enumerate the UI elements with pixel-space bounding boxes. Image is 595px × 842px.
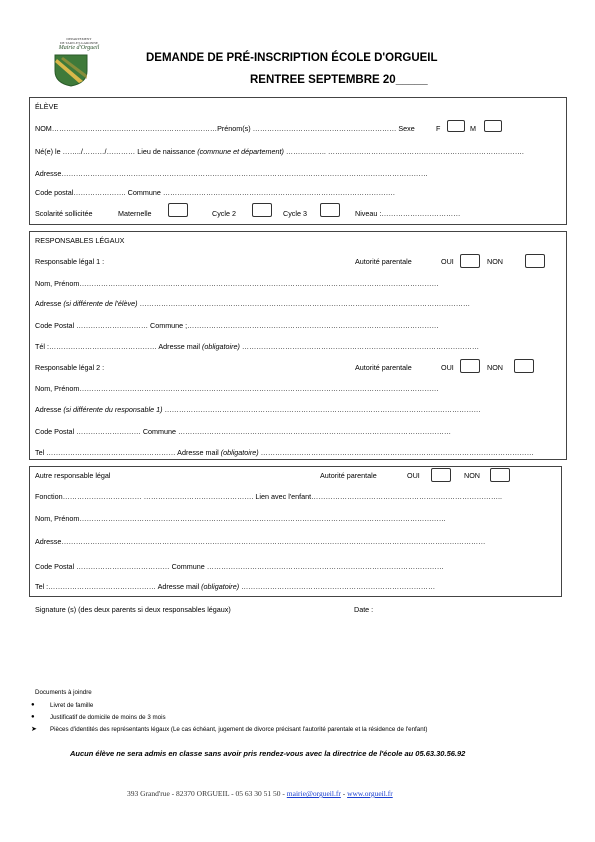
r1-autorite-label: Autorité parentale — [355, 257, 412, 266]
section-autre-responsable — [29, 466, 562, 597]
r1-adresse-note: (si différente de l'élève) — [63, 299, 138, 308]
r1-tel-dots: ……………………………………………………………………………………… — [241, 342, 480, 351]
naissance-label: Né(e) le ……../………/………… Lieu de naissance — [35, 147, 196, 156]
r2-nom-field[interactable]: Nom, Prénom…………………………………………………………………………………………………………………………………… — [35, 384, 439, 393]
maternelle-label: Maternelle — [118, 209, 152, 218]
r1-oui-label: OUI — [441, 257, 454, 266]
r2-tel-field[interactable] — [35, 448, 534, 457]
cycle2-checkbox[interactable] — [252, 203, 272, 217]
document-item-2: Justificatif de domicile de moins de 3 mois — [50, 714, 166, 721]
cycle3-label: Cycle 3 — [283, 209, 307, 218]
section-eleve — [29, 97, 567, 225]
logo-line-3: Mairie d'Orgueil — [58, 45, 100, 51]
sexe-m-checkbox[interactable] — [484, 120, 502, 132]
r2-adresse-note: (si différente du responsable 1) — [63, 405, 163, 414]
r1-non-checkbox[interactable] — [525, 254, 545, 268]
r2-autorite-label: Autorité parentale — [355, 363, 412, 372]
autre-autorite-label: Autorité parentale — [320, 471, 377, 480]
eleve-naissance-field[interactable] — [35, 147, 524, 156]
footer-separator: - — [342, 789, 346, 798]
r1-code-postal-field[interactable]: Code Postal ………………………… Commune ;…………………………………………………………………………………………… — [35, 321, 439, 330]
autre-oui-checkbox[interactable] — [431, 468, 451, 482]
logo-line-2: DE TARN-ET-GARONNE — [59, 41, 99, 45]
r1-tel-note: (obligatoire) — [201, 342, 240, 351]
footer-address: 393 Grand'rue - 82370 ORGUEIL - 05 63 30 51 50 - — [127, 789, 285, 798]
eleve-adresse-field[interactable]: Adresse……………………………………………………………………………………………………………………………………… — [35, 169, 428, 178]
autre-nom-field[interactable]: Nom, Prénom……………………………………………………………………………………………………………………………………… — [35, 514, 446, 523]
r1-adresse-label: Adresse — [35, 299, 62, 308]
mairie-logo — [53, 37, 105, 89]
bullet-icon: ● — [31, 714, 35, 720]
r1-adresse-dots: ………………………………………………………………………………………………………………………… — [139, 299, 471, 308]
responsable1-label: Responsable légal 1 : — [35, 257, 105, 266]
document-item-3: Pièces d'identités des représentants légaux (Le cas échéant, jugement de divorce précisant l'autorité parentale et la résidence de l'enfant) — [50, 726, 428, 733]
responsable2-label: Responsable légal 2 : — [35, 363, 105, 372]
naissance-note: (commune et département) — [197, 147, 284, 156]
r1-tel-field[interactable] — [35, 342, 479, 351]
r1-tel-label: Tél :……………………………………… Adresse mail — [35, 342, 200, 351]
autre-non-label: NON — [464, 471, 480, 480]
sexe-m-label: M — [470, 124, 476, 133]
documents-title: Documents à joindre — [35, 689, 92, 696]
r2-code-postal-field[interactable]: Code Postal ……………………… Commune …………………………………………………………………………………………………… — [35, 427, 452, 436]
footer-email-link[interactable]: mairie@orgueil.fr — [286, 789, 341, 798]
r2-non-checkbox[interactable] — [514, 359, 534, 373]
r2-adresse-dots: …………………………………………………………………………………………………………………… — [164, 405, 481, 414]
r2-oui-label: OUI — [441, 363, 454, 372]
arrow-bullet-icon: ➤ — [31, 726, 37, 733]
autre-adresse-field[interactable]: Adresse…………………………………………………………………………………………………………………………………………………………… — [35, 537, 486, 546]
autre-tel-field[interactable] — [35, 582, 435, 591]
maternelle-checkbox[interactable] — [168, 203, 188, 217]
page-subtitle: RENTREE SEPTEMBRE 20_____ — [250, 74, 428, 86]
sexe-f-label: F — [436, 124, 441, 133]
page-title: DEMANDE DE PRÉ-INSCRIPTION ÉCOLE D'ORGUEIL — [146, 52, 438, 64]
r2-tel-label: Tel ……………………………………………… Adresse mail — [35, 448, 219, 457]
date-label: Date : — [354, 605, 374, 614]
cycle2-label: Cycle 2 — [212, 209, 236, 218]
section-eleve-title: ÉLÈVE — [35, 102, 59, 111]
bullet-icon: ● — [31, 702, 35, 708]
document-item-1: Livret de famille — [50, 702, 94, 709]
logo-line-1: DEPARTEMENT — [66, 37, 92, 41]
cycle3-checkbox[interactable] — [320, 203, 340, 217]
r1-non-label: NON — [487, 257, 503, 266]
section-responsables-title: RESPONSABLES LÉGAUX — [35, 236, 125, 245]
r1-nom-field[interactable]: Nom, Prénom…………………………………………………………………………………………………………………………………… — [35, 279, 439, 288]
autre-tel-dots: ……………………………………………………………………… — [241, 582, 436, 591]
autre-non-checkbox[interactable] — [490, 468, 510, 482]
autre-tel-note: (obligatoire) — [201, 582, 240, 591]
autre-responsable-title: Autre responsable légal — [35, 471, 111, 480]
r1-oui-checkbox[interactable] — [460, 254, 480, 268]
admission-notice: Aucun élève ne sera admis en classe sans avoir pris rendez-vous avec la directrice de l'école au 05.63.30.56.92 — [70, 749, 466, 758]
autre-fonction-field[interactable]: Fonction…………………………… ………………………………………. Lien avec l'enfant…………………………………………………………………….. — [35, 492, 503, 501]
r2-tel-dots: …………………………………………………………………………………………………… — [260, 448, 534, 457]
r2-adresse-label: Adresse — [35, 405, 62, 414]
niveau-field[interactable]: Niveau :…………………………… — [355, 209, 461, 218]
scolarite-label: Scolarité sollicitée — [35, 209, 93, 218]
r2-adresse-field[interactable] — [35, 405, 481, 414]
eleve-nom-field[interactable]: NOM……………………………………………………………Prénom(s) …………………………………………………… Sexe — [35, 124, 415, 133]
sexe-f-checkbox[interactable] — [447, 120, 465, 132]
r2-tel-note: (obligatoire) — [220, 448, 259, 457]
r2-non-label: NON — [487, 363, 503, 372]
naissance-dots: …………….. ………………………………………………………………………. — [285, 147, 524, 156]
footer — [127, 789, 393, 798]
autre-code-postal-field[interactable]: Code Postal ………………………………… Commune ……………………………………………………………………………………… — [35, 562, 444, 571]
footer-website-link[interactable]: www.orgueil.fr — [347, 789, 393, 798]
autre-oui-label: OUI — [407, 471, 420, 480]
r2-oui-checkbox[interactable] — [460, 359, 480, 373]
signature-label: Signature (s) (des deux parents si deux responsables légaux) — [35, 605, 231, 614]
coat-of-arms-icon — [53, 53, 89, 87]
r1-adresse-field[interactable] — [35, 299, 470, 308]
autre-tel-label: Tel :……………………………………… Adresse mail — [35, 582, 200, 591]
eleve-code-postal-field[interactable]: Code postal…………………. Commune ……………………………………………………………………………………. — [35, 188, 395, 197]
